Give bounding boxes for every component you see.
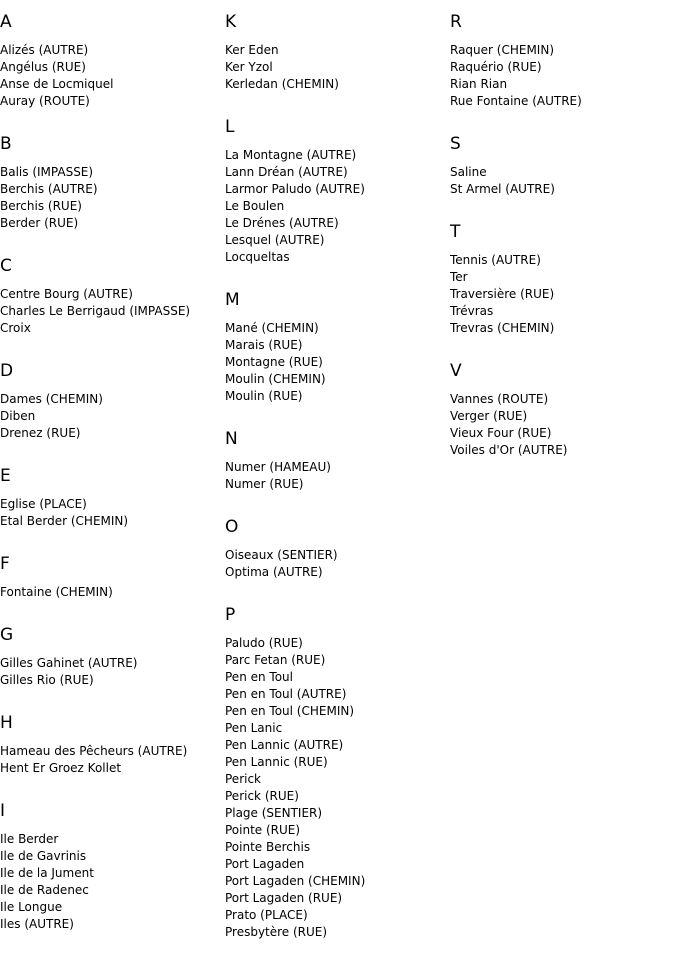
street-index-column-1	[0, 0, 225, 957]
street-link[interactable]: Ile Berder	[0, 832, 59, 846]
street-link[interactable]: Berchis (AUTRE)	[0, 182, 98, 196]
street-link[interactable]: Perick (RUE)	[225, 789, 299, 803]
street-link[interactable]: Vannes (ROUTE)	[450, 392, 549, 406]
letter-heading: P	[225, 605, 236, 625]
street-link[interactable]: Ile de la Jument	[0, 866, 94, 880]
street-link[interactable]: Anse de Locmiquel	[0, 77, 114, 91]
street-link[interactable]: Larmor Paludo (AUTRE)	[225, 182, 365, 196]
street-link[interactable]: Diben	[0, 409, 36, 423]
street-link[interactable]: Tennis (AUTRE)	[450, 253, 541, 267]
street-link[interactable]: Optima (AUTRE)	[225, 565, 323, 579]
street-list	[450, 164, 675, 198]
letter-section	[0, 256, 225, 337]
street-link[interactable]: Gilles Rio (RUE)	[0, 673, 94, 687]
street-list	[0, 164, 225, 232]
street-link[interactable]: Vieux Four (RUE)	[450, 426, 552, 440]
street-list	[225, 459, 450, 493]
street-link[interactable]: Iles (AUTRE)	[0, 917, 74, 931]
street-list	[0, 743, 225, 777]
street-link[interactable]: Marais (RUE)	[225, 338, 303, 352]
street-link[interactable]: Montagne (RUE)	[225, 355, 323, 369]
street-link[interactable]: Kerledan (CHEMIN)	[225, 77, 339, 91]
street-list	[0, 655, 225, 689]
street-list	[0, 831, 225, 933]
letter-heading: D	[0, 361, 14, 381]
street-link[interactable]: Pen Lanic	[225, 721, 283, 735]
letter-section	[225, 605, 450, 941]
street-link[interactable]: Le Boulen	[225, 199, 285, 213]
street-list	[225, 635, 450, 941]
letter-section	[450, 12, 675, 110]
street-link[interactable]: Pen en Toul (CHEMIN)	[225, 704, 355, 718]
letter-section	[225, 117, 450, 266]
street-link[interactable]: Paludo (RUE)	[225, 636, 303, 650]
street-list	[225, 547, 450, 581]
letter-section	[450, 361, 675, 459]
letter-heading: F	[0, 554, 10, 574]
letter-heading: I	[0, 801, 6, 821]
street-list	[225, 147, 450, 266]
letter-heading: R	[450, 12, 462, 32]
street-link[interactable]: Lesquel (AUTRE)	[225, 233, 325, 247]
street-link[interactable]: Pointe (RUE)	[225, 823, 301, 837]
street-link[interactable]: Trévras	[450, 304, 494, 318]
street-link[interactable]: Numer (HAMEAU)	[225, 460, 331, 474]
street-link[interactable]: Mané (CHEMIN)	[225, 321, 319, 335]
street-link[interactable]: Pointe Berchis	[225, 840, 311, 854]
street-link[interactable]: Verger (RUE)	[450, 409, 528, 423]
street-link[interactable]: Ter	[450, 270, 468, 284]
street-link[interactable]: Moulin (RUE)	[225, 389, 303, 403]
street-link[interactable]: Rian Rian	[450, 77, 508, 91]
street-link[interactable]: Angélus (RUE)	[0, 60, 86, 74]
street-link[interactable]: Le Drénes (AUTRE)	[225, 216, 339, 230]
street-link[interactable]: Balis (IMPASSE)	[0, 165, 94, 179]
street-link[interactable]: Pen en Toul (AUTRE)	[225, 687, 347, 701]
street-link[interactable]: Charles Le Berrigaud (IMPASSE)	[0, 304, 191, 318]
street-link[interactable]: Saline	[450, 165, 487, 179]
street-link[interactable]: Centre Bourg (AUTRE)	[0, 287, 133, 301]
street-link[interactable]: Trevras (CHEMIN)	[450, 321, 555, 335]
street-link[interactable]: Prato (PLACE)	[225, 908, 308, 922]
street-list	[0, 496, 225, 530]
street-link[interactable]: Gilles Gahinet (AUTRE)	[0, 656, 138, 670]
letter-heading: S	[450, 134, 461, 154]
street-link[interactable]: Ile de Gavrinis	[0, 849, 87, 863]
street-link[interactable]: Hameau des Pêcheurs (AUTRE)	[0, 744, 188, 758]
street-link[interactable]: Pen Lannic (AUTRE)	[225, 738, 344, 752]
street-link[interactable]: Rue Fontaine (AUTRE)	[450, 94, 582, 108]
letter-heading: M	[225, 290, 240, 310]
street-list	[225, 320, 450, 405]
street-list	[450, 391, 675, 459]
letter-section	[225, 429, 450, 493]
street-link[interactable]: Raquer (CHEMIN)	[450, 43, 554, 57]
street-list	[225, 42, 450, 93]
street-link[interactable]: Ile de Radenec	[0, 883, 89, 897]
letter-heading: C	[0, 256, 12, 276]
street-list	[0, 391, 225, 442]
street-link[interactable]: Traversière (RUE)	[450, 287, 555, 301]
street-link[interactable]: Numer (RUE)	[225, 477, 304, 491]
letter-section	[0, 134, 225, 232]
street-link[interactable]: Moulin (CHEMIN)	[225, 372, 326, 386]
letter-section	[0, 554, 225, 601]
street-link[interactable]: Plage (SENTIER)	[225, 806, 323, 820]
street-link[interactable]: Locqueltas	[225, 250, 290, 264]
street-link[interactable]: Lann Dréan (AUTRE)	[225, 165, 348, 179]
street-list	[0, 42, 225, 110]
street-link[interactable]: Raquério (RUE)	[450, 60, 542, 74]
letter-section	[0, 12, 225, 110]
street-link[interactable]: Berchis (RUE)	[0, 199, 82, 213]
street-link[interactable]: Presbytère (RUE)	[225, 925, 328, 939]
letter-section	[0, 625, 225, 689]
letter-heading: B	[0, 134, 12, 154]
street-link[interactable]: Perick	[225, 772, 262, 786]
street-list	[0, 584, 225, 601]
street-link[interactable]: Pen en Toul	[225, 670, 293, 684]
street-link[interactable]: Etal Berder (CHEMIN)	[0, 514, 129, 528]
letter-section	[225, 12, 450, 93]
letter-heading: K	[225, 12, 237, 32]
street-list	[450, 42, 675, 110]
street-link[interactable]: Ile Longue	[0, 900, 63, 914]
letter-section	[0, 361, 225, 442]
street-link[interactable]: Oiseaux (SENTIER)	[225, 548, 338, 562]
letter-heading: O	[225, 517, 239, 537]
street-link[interactable]: Port Lagaden (CHEMIN)	[225, 874, 366, 888]
street-link[interactable]: Ker Eden	[225, 43, 279, 57]
street-link[interactable]: Drenez (RUE)	[0, 426, 81, 440]
letter-heading: V	[450, 361, 462, 381]
street-link[interactable]: Hent Er Groez Kollet	[0, 761, 122, 775]
street-link[interactable]: La Montagne (AUTRE)	[225, 148, 357, 162]
street-link[interactable]: Alizés (AUTRE)	[0, 43, 89, 57]
street-link[interactable]: Pen Lannic (RUE)	[225, 755, 328, 769]
letter-heading: G	[0, 625, 14, 645]
letter-section	[0, 801, 225, 933]
street-link[interactable]: Croix	[0, 321, 31, 335]
letter-section	[0, 713, 225, 777]
street-link[interactable]: Auray (ROUTE)	[0, 94, 90, 108]
street-link[interactable]: Dames (CHEMIN)	[0, 392, 103, 406]
letter-section	[450, 134, 675, 198]
letter-section	[450, 222, 675, 337]
letter-heading: L	[225, 117, 235, 137]
letter-heading: N	[225, 429, 238, 449]
street-link[interactable]: St Armel (AUTRE)	[450, 182, 555, 196]
street-list	[450, 252, 675, 337]
letter-heading: E	[0, 466, 11, 486]
street-list	[0, 286, 225, 337]
street-link[interactable]: Parc Fetan (RUE)	[225, 653, 326, 667]
letter-heading: A	[0, 12, 12, 32]
street-link[interactable]: Port Lagaden (RUE)	[225, 891, 343, 905]
street-link[interactable]: Berder (RUE)	[0, 216, 79, 230]
letter-heading: H	[0, 713, 13, 733]
street-link[interactable]: Voiles d'Or (AUTRE)	[450, 443, 568, 457]
letter-section	[225, 517, 450, 581]
letter-heading: T	[450, 222, 461, 242]
letter-section	[225, 290, 450, 405]
street-link[interactable]: Port Lagaden	[225, 857, 305, 871]
letter-section	[0, 466, 225, 530]
street-index-column-3	[450, 0, 675, 483]
street-link[interactable]: Eglise (PLACE)	[0, 497, 87, 511]
street-link[interactable]: Fontaine (CHEMIN)	[0, 585, 113, 599]
street-index-column-2	[225, 0, 450, 965]
street-link[interactable]: Ker Yzol	[225, 60, 273, 74]
